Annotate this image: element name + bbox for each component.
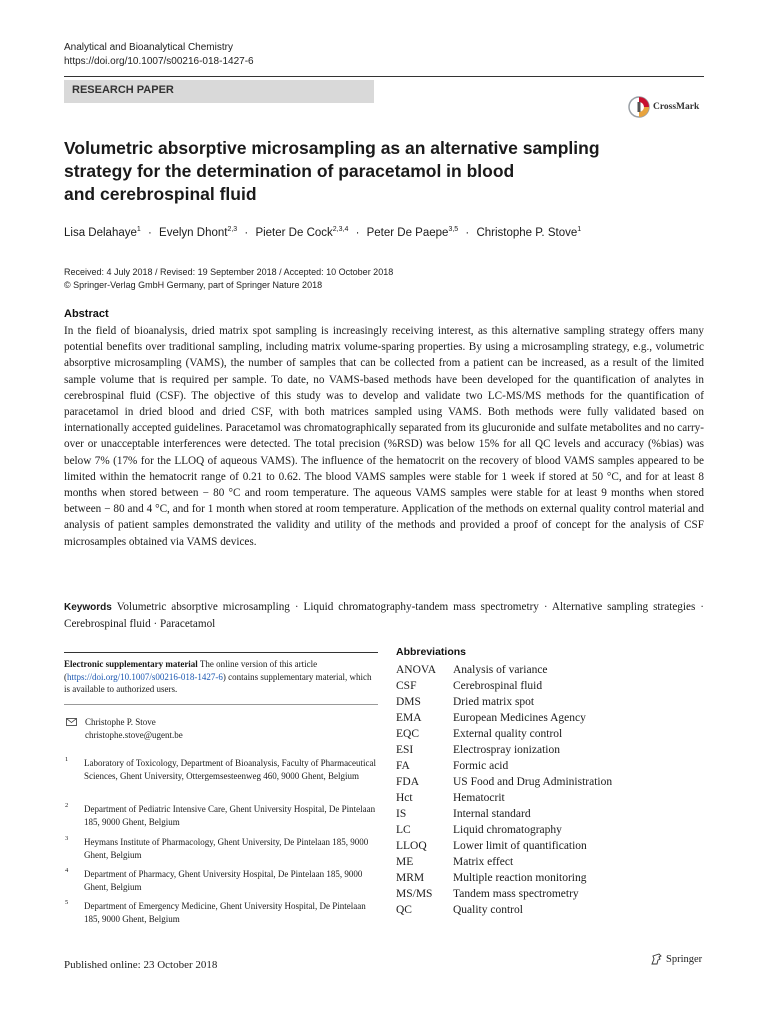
abbreviation-definition: Analysis of variance [453,664,548,676]
abbreviation-row [396,854,513,870]
abbreviation-row [396,806,531,822]
abbreviation-definition: Multiple reaction monitoring [453,872,587,884]
abbreviation-definition: External quality control [453,728,563,740]
abbreviation-definition: Quality control [453,904,523,916]
affiliation-item [64,836,378,861]
author-separator: · [355,226,360,239]
abbreviation-row [396,710,586,726]
publisher-name: Springer [666,954,703,965]
affiliation-item [64,868,378,893]
abbreviation-definition: Liquid chromatography [453,824,562,836]
supplementary-note [64,658,378,696]
author-affiliation-ref: 1 [136,226,141,233]
affiliation-text: Department of Pharmacy, Ghent University Hospital, De Pintelaan 185, 9000 Ghent, Belgium [84,869,363,892]
abstract-text: In the field of bioanalysis, dried matrix spot sampling is increasingly receiving interest, as this alternative sampling strategy offers many potential benefits over traditional sampling, including matrix volume-sparing properties. By using a microsampling strategy, e.g., volumetric absorptive microsampling (VAMS), the number of samples that can be collected from a patient can be increased, as a result of the limited sample volume that is required per sample. To date, no VAMS-based methods have been developed for the quantification of analytes in cerebrospinal fluid (CSF). The objective of this study was to develop and validate two LC-MS/MS methods for the quantification of paracetamol in dried blood and dried CSF, with both matrices sampled using VAMS. Both methods were fully validated based on internationally accepted guidelines. Paracetamol was chromatographically separated from its glucuronide and sulfate metabolites and no carry-over or unacceptable interferences were detected. The total precision (%RSD) was below 15% for all QC levels and accuracy (%bias) was below 7% (17% for the LLOQ of aqueous VAMS). The influence of the hematocrit on the recovery of blood VAMS samples appeared to be limited within the hematocrit range of 0.21 to 0.62. The blood VAMS samples were stable for 1 week if stored at 50 °C, and for at least 8 months when stored between − 80 °C and room temperature. The aqueous VAMS samples were stable for at least 9 months when stored between − 80 and 4 °C, and for 1 month when stored at room temperature. Application of the methods on external quality control material and analysis of patient samples demonstrated the validity and utility of the methods and provided a proof of concept for the analysis of CSF microsamples obtained via VAMS devices. [64,325,704,548]
abbreviation-definition: Cerebrospinal fluid [453,680,543,692]
abbreviation-row [396,694,534,710]
abbreviation-definition: European Medicines Agency [453,712,586,724]
doi-link[interactable]: https://doi.org/10.1007/s00216-018-1427-6 [64,56,254,67]
affiliation-number: 5 [65,899,69,906]
author-name[interactable]: Peter De Paepe [366,226,449,239]
abbreviation-row [396,774,612,790]
abbreviation-definition: Internal standard [453,808,531,820]
date-history: Received: 4 July 2018 / Revised: 19 September 2018 / Accepted: 10 October 2018 [64,267,394,277]
journal-name: Analytical and Bioanalytical Chemistry [64,42,233,53]
author-affiliation-ref: 2,3 [227,226,238,233]
published-date: Published online: 23 October 2018 [64,959,218,971]
abbreviation-definition: Formic acid [453,760,509,772]
abbreviation-term: LC [396,824,411,836]
abbreviation-term: IS [396,808,407,820]
abbreviation-row [396,822,562,838]
abbreviation-term: ME [396,856,414,868]
contact-email[interactable]: christophe.stove@ugent.be [85,730,183,740]
title-line-1: Volumetric absorptive microsampling as an alternative sampling [64,138,600,158]
abbreviation-row [396,678,542,694]
abbreviation-row [396,790,505,806]
author-list [64,226,581,239]
author-separator: · [465,226,470,239]
esm-text-after: ) contains supplementary material, which is available to authorized users. [64,671,372,694]
crossmark-icon [628,96,650,118]
affiliation-text: Laboratory of Toxicology, Department of Bioanalysis, Faculty of Pharmaceutical Sciences, Ghent University, Ottergemsesteenweg 460, 9000 Ghent, Belgium [84,758,377,781]
contact-name: Christophe P. Stove [85,717,156,727]
affiliation-item [64,900,378,925]
abbreviation-row [396,902,523,918]
affiliation-text: Heymans Institute of Pharmacology, Ghent University, De Pintelaan 185, 9000 Ghent, Belgium [84,837,369,860]
header-rule [64,76,704,77]
section-label: RESEARCH PAPER [72,84,174,96]
abbreviation-term: Hct [396,792,413,804]
esm-text-before: The online version of this article ( [64,659,318,682]
corresponding-author [64,716,183,742]
abbreviation-term: FA [396,760,410,772]
crossmark-label: CrossMark [653,102,700,112]
abbreviation-row [396,838,587,854]
abbreviation-term: CSF [396,680,417,692]
abbreviation-term: ESI [396,744,414,756]
springer-logo [650,953,702,966]
author-name[interactable]: Evelyn Dhont [159,226,228,239]
author-affiliation-ref: 3,5 [448,226,459,233]
abbreviation-term: DMS [396,696,421,708]
abbreviation-row [396,662,548,678]
copyright-line: © Springer-Verlag GmbH Germany, part of Springer Nature 2018 [64,280,323,290]
abbreviation-row [396,742,560,758]
journal-header [64,41,254,69]
section-label-bar [64,80,374,103]
abbreviation-term: EMA [396,712,422,724]
affiliation-item [64,757,378,782]
esm-divider [64,652,378,653]
author-affiliation-ref: 2,3,4 [332,226,349,233]
affiliation-text: Department of Pediatric Intensive Care, Ghent University Hospital, De Pintelaan 185, 9000 Ghent, Belgium [84,804,376,827]
publication-dates [64,266,393,292]
affiliation-text: Department of Emergency Medicine, Ghent University Hospital, De Pintelaan 185, 9000 Ghent, Belgium [84,901,366,924]
abbreviation-row [396,726,562,742]
author-separator: · [244,226,249,239]
title-line-3: and cerebrospinal fluid [64,184,257,204]
abbreviation-row [396,886,579,902]
abbreviation-term: QC [396,904,412,916]
crossmark-badge[interactable] [628,94,704,120]
affiliation-number: 3 [65,835,69,842]
abbreviation-term: MS/MS [396,888,433,900]
abbreviation-term: ANOVA [396,664,437,676]
abbreviation-definition: Matrix effect [453,856,514,868]
affiliation-number: 1 [65,756,69,763]
abbreviation-definition: Tandem mass spectrometry [453,888,579,900]
contact-divider [64,704,378,705]
abbreviation-definition: US Food and Drug Administration [453,776,613,788]
author-name[interactable]: Christophe P. Stove [476,226,578,239]
keywords-text: Volumetric absorptive microsampling · Liquid chromatography-tandem mass spectrometry · Alternative sampling strategies · Cerebrospinal fluid · Paracetamol [64,601,704,630]
abbreviation-term: LLOQ [396,840,427,852]
esm-label: Electronic supplementary material [64,659,198,669]
abbreviation-term: EQC [396,728,419,740]
abbreviation-row [396,870,587,886]
abbreviation-definition: Lower limit of quantification [453,840,587,852]
affiliation-number: 2 [65,802,69,809]
title-line-2: strategy for the determination of paracetamol in blood [64,161,515,181]
abbreviations-heading: Abbreviations [396,646,467,658]
abbreviation-row [396,758,508,774]
author-name[interactable]: Pieter De Cock [255,226,333,239]
author-affiliation-ref: 1 [577,226,582,233]
keywords-label: Keywords [64,602,112,613]
keywords-block [64,599,704,632]
springer-horse-icon [650,953,663,966]
affiliation-item [64,803,378,828]
author-separator: · [148,226,152,239]
affiliation-number: 4 [65,867,69,874]
abbreviation-definition: Electrospray ionization [453,744,560,756]
abbreviation-term: FDA [396,776,420,788]
article-title [64,137,664,206]
author-name[interactable]: Lisa Delahaye [64,226,137,239]
esm-link[interactable]: https://doi.org/10.1007/s00216-018-1427-6 [67,671,223,682]
abstract-heading: Abstract [64,308,109,320]
abbreviation-term: MRM [396,872,425,884]
abbreviation-definition: Hematocrit [453,792,505,804]
abbreviation-definition: Dried matrix spot [453,696,535,708]
envelope-icon [66,718,77,726]
